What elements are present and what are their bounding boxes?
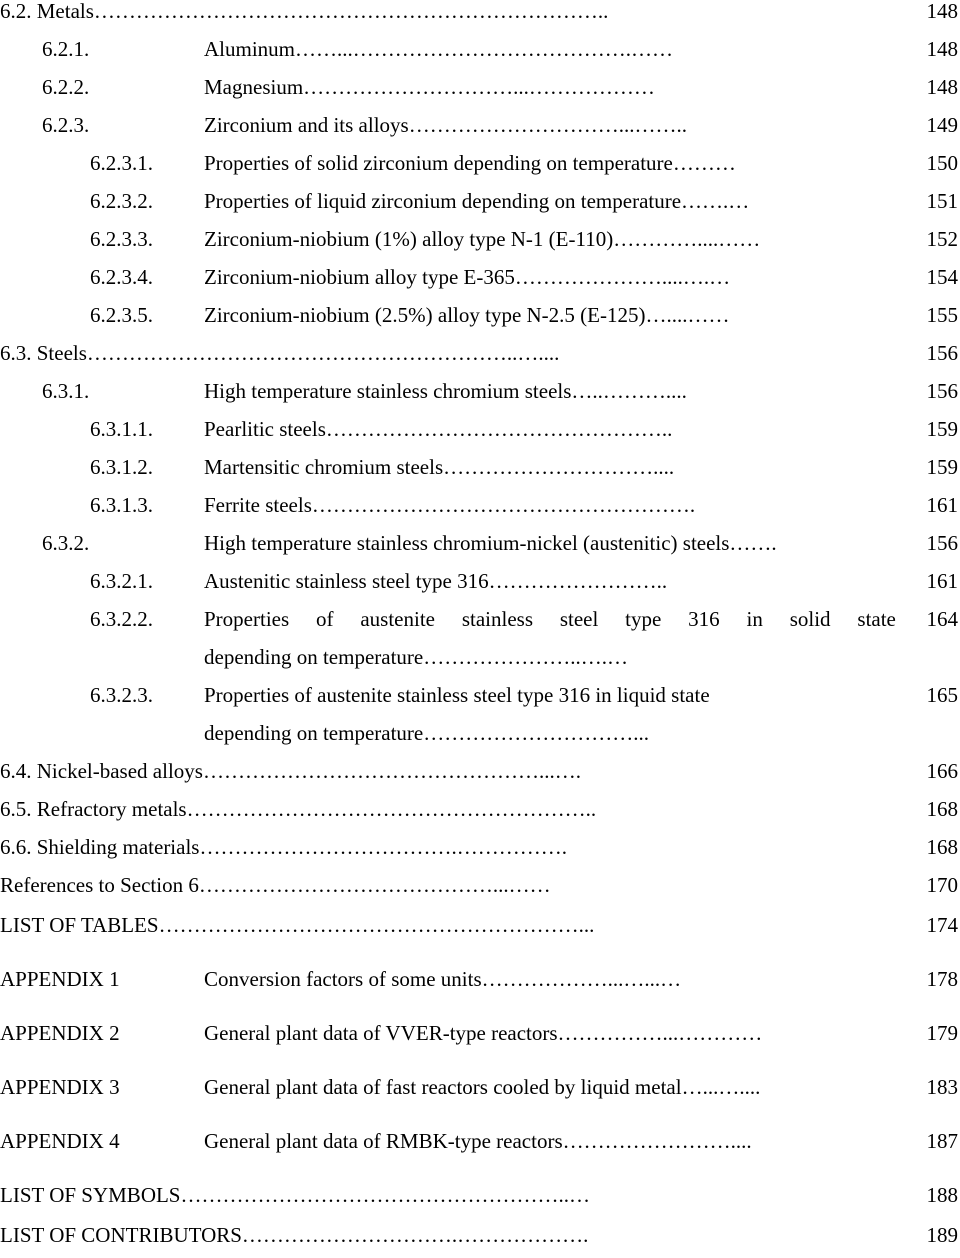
- toc-entry-page: 170: [926, 873, 958, 897]
- toc-entry-number: 6.2.3.4.: [90, 265, 153, 289]
- toc-entry-number: APPENDIX 2: [0, 1021, 120, 1045]
- toc-entry-title: Properties of austenite stainless steel type 316 in solid state: [204, 607, 896, 631]
- toc-entry-page: 156: [926, 341, 958, 365]
- toc-entry-title: LIST OF SYMBOLS………………………………………………..…: [0, 1183, 590, 1207]
- toc-entry-page: 159: [926, 417, 958, 441]
- toc-entry-page: 148: [926, 75, 958, 99]
- toc-entry-page: 174: [926, 913, 958, 937]
- toc-entry-title: Zirconium-niobium (1%) alloy type N-1 (E-110)…………....……: [204, 227, 761, 251]
- toc-entry-number: 6.3.2.2.: [90, 607, 153, 631]
- toc-entry: [0, 110, 960, 140]
- toc-entry-page: 161: [926, 493, 958, 517]
- toc-entry-page: 159: [926, 455, 958, 479]
- toc-entry: [0, 910, 960, 940]
- toc-entry-number: 6.2.3.5.: [90, 303, 153, 327]
- toc-entry-page: 187: [926, 1129, 958, 1153]
- toc-entry-title: 6.4. Nickel-based alloys…………………………………………...….: [0, 759, 581, 783]
- toc-entry-continuation: [0, 642, 960, 672]
- toc-entry: [0, 870, 960, 900]
- toc-entry: [0, 300, 960, 330]
- toc-entry: [0, 1018, 960, 1048]
- toc-entry: [0, 0, 960, 26]
- toc-entry-page: 149: [926, 113, 958, 137]
- toc-entry-title: LIST OF CONTRIBUTORS………………………….……………….: [0, 1223, 589, 1247]
- toc-entry: [0, 224, 960, 254]
- toc-entry-number: 6.3.2.: [42, 531, 90, 555]
- toc-entry-title: General plant data of VVER-type reactors……………...…………: [204, 1021, 763, 1045]
- toc-entry-number: 6.3.2.3.: [90, 683, 153, 707]
- toc-entry-page: 183: [926, 1075, 958, 1099]
- toc-entry-number: 6.3.1.1.: [90, 417, 153, 441]
- toc-entry: [0, 186, 960, 216]
- toc-entry-page: 188: [926, 1183, 958, 1207]
- toc-entry-title: Zirconium-niobium alloy type E-365…………………....….…: [204, 265, 731, 289]
- toc-entry: [0, 376, 960, 406]
- toc-entry-page: 151: [926, 189, 958, 213]
- toc-entry: [0, 1072, 960, 1102]
- toc-entry-page: 166: [926, 759, 958, 783]
- toc-entry-number: 6.2.1.: [42, 37, 90, 61]
- toc-entry: [0, 34, 960, 64]
- toc-entry-title: Pearlitic steels…………………………………………..: [204, 417, 673, 441]
- toc-entry-page: 164: [926, 607, 958, 631]
- toc-entry-page: 152: [926, 227, 958, 251]
- toc-entry-title: References to Section 6……………………………………...……: [0, 873, 551, 897]
- toc-entry-title: 6.6. Shielding materials……………………………….…………….: [0, 835, 567, 859]
- toc-entry-number: 6.3.2.1.: [90, 569, 153, 593]
- toc-entry-title: LIST OF TABLES……………………………………………………...: [0, 913, 595, 937]
- toc-entry-title: Zirconium-niobium (2.5%) alloy type N-2.5 (E-125)…....……: [204, 303, 730, 327]
- toc-entry-number: APPENDIX 4: [0, 1129, 120, 1153]
- toc-entry: [0, 1220, 960, 1250]
- toc-entry-page: 168: [926, 797, 958, 821]
- toc-entry: [0, 1126, 960, 1156]
- toc-entry-page: 155: [926, 303, 958, 327]
- toc-entry: [0, 262, 960, 292]
- toc-entry-number: 6.3.1.2.: [90, 455, 153, 479]
- toc-entry-title: Zirconium and its alloys…………………………...……..: [204, 113, 687, 137]
- toc-entry-title: 6.3. Steels……………………………………………………..…....: [0, 341, 560, 365]
- toc-entry: [0, 452, 960, 482]
- toc-entry: [0, 528, 960, 558]
- toc-entry: [0, 414, 960, 444]
- toc-entry-page: 154: [926, 265, 958, 289]
- toc-entry-title: General plant data of fast reactors cooled by liquid metal…...…....: [204, 1075, 761, 1099]
- toc-entry-number: 6.2.2.: [42, 75, 90, 99]
- toc-entry-page: 179: [926, 1021, 958, 1045]
- toc-entry-title: Properties of austenite stainless steel type 316 in liquid state: [204, 683, 710, 707]
- toc-entry: [0, 604, 960, 634]
- toc-entry-number: APPENDIX 1: [0, 967, 120, 991]
- toc-entry-title: Conversion factors of some units………………...…...…: [204, 967, 682, 991]
- toc-entry-page: 156: [926, 531, 958, 555]
- toc-entry-title-continuation: depending on temperature…………………………...: [204, 721, 649, 745]
- toc-entry-page: 178: [926, 967, 958, 991]
- toc-entry-title: Properties of liquid zirconium depending on temperature…….…: [204, 189, 750, 213]
- toc-entry-page: 148: [926, 37, 958, 61]
- toc-entry: [0, 832, 960, 862]
- toc-entry-page: 156: [926, 379, 958, 403]
- toc-entry-title: Aluminum……...………………………………….……: [204, 37, 674, 61]
- toc-entry: [0, 680, 960, 710]
- toc-entry-title: 6.5. Refractory metals…………………………………………………..: [0, 797, 597, 821]
- toc-entry-page: 150: [926, 151, 958, 175]
- toc-entry-title: Austenitic stainless steel type 316……………………..: [204, 569, 668, 593]
- toc-entry: [0, 148, 960, 178]
- toc-entry-title: Properties of solid zirconium depending on temperature………: [204, 151, 736, 175]
- toc-entry: [0, 964, 960, 994]
- toc-entry: [0, 1180, 960, 1210]
- toc-entry-title: Magnesium…………………………...………………: [204, 75, 655, 99]
- toc-entry-number: 6.2.3.3.: [90, 227, 153, 251]
- toc-entry-continuation: [0, 718, 960, 748]
- toc-entry-number: 6.3.1.: [42, 379, 90, 403]
- toc-entry-title: Martensitic chromium steels…………………………....: [204, 455, 675, 479]
- toc-entry-title: Ferrite steels……………………………………………….: [204, 493, 696, 517]
- toc-entry: [0, 566, 960, 596]
- toc-entry-page: 161: [926, 569, 958, 593]
- toc-entry: [0, 794, 960, 824]
- toc-entry-title: High temperature stainless chromium-nickel (austenitic) steels…….: [204, 531, 777, 555]
- toc-entry-title-continuation: depending on temperature…………………..….…: [204, 645, 628, 669]
- toc-entry: [0, 338, 960, 368]
- toc-entry-page: 148: [926, 0, 958, 23]
- toc-entry-page: 168: [926, 835, 958, 859]
- toc-entry-number: 6.3.1.3.: [90, 493, 153, 517]
- toc-entry-number: 6.2.3.: [42, 113, 90, 137]
- toc-entry-number: 6.2.3.1.: [90, 151, 153, 175]
- toc-entry: [0, 490, 960, 520]
- toc-entry: [0, 756, 960, 786]
- toc-entry-title: 6.2. Metals………………………………………………………………..: [0, 0, 609, 23]
- toc-entry-page: 189: [926, 1223, 958, 1247]
- toc-entry-title: High temperature stainless chromium steels…..………....: [204, 379, 687, 403]
- toc-entry-title: General plant data of RMBK-type reactors……………………....: [204, 1129, 752, 1153]
- toc-entry-number: APPENDIX 3: [0, 1075, 120, 1099]
- toc-entry-number: 6.2.3.2.: [90, 189, 153, 213]
- toc-entry: [0, 72, 960, 102]
- toc-entry-page: 165: [926, 683, 958, 707]
